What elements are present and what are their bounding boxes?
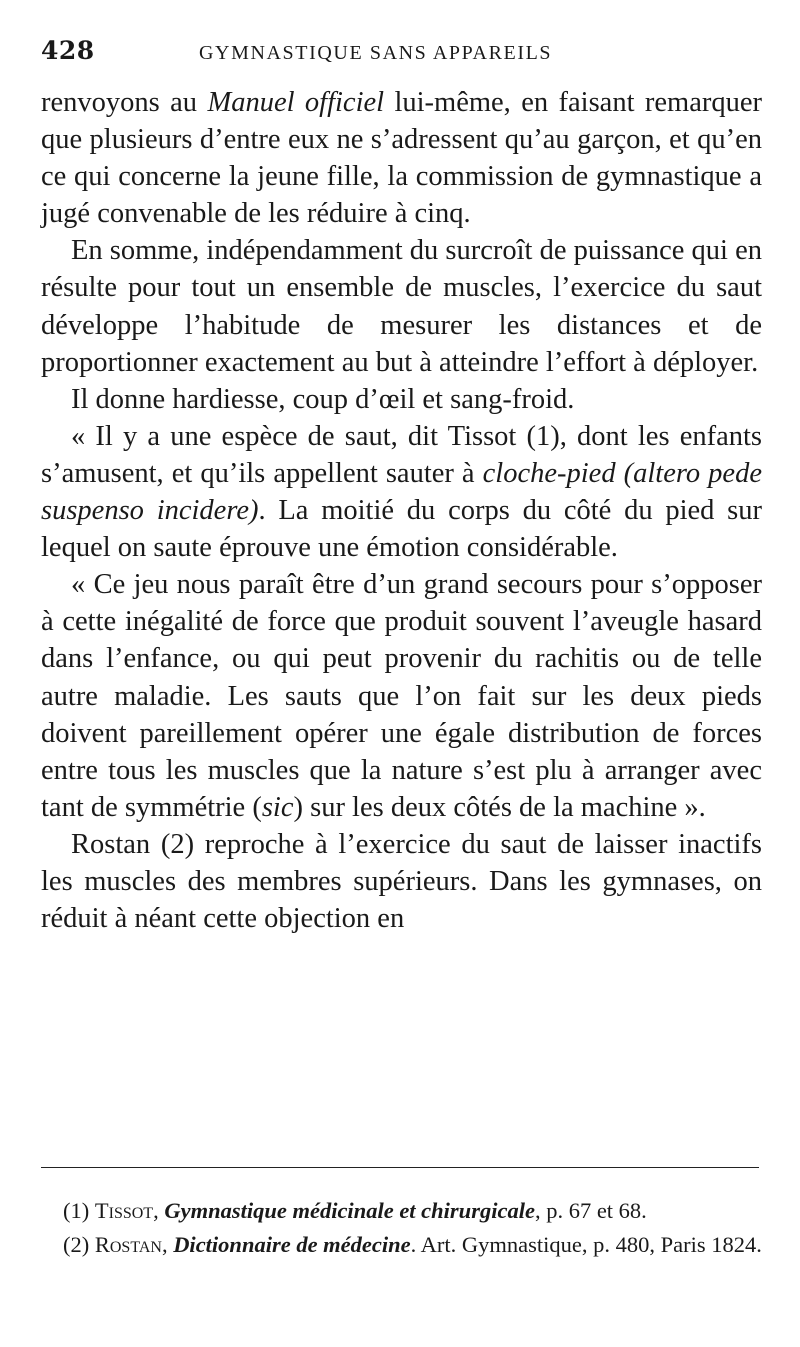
footnote-title: Dictionnaire de médecine (173, 1232, 411, 1257)
paragraph (41, 84, 762, 232)
running-head: GYMNASTIQUE SANS APPAREILS (199, 42, 553, 64)
page-number: 428 (41, 36, 95, 65)
paragraph (41, 381, 762, 418)
text-run: ) sur les deux côtés de la machine ». (293, 791, 706, 823)
text-run: En somme, indépendamment du surcroît de puissance qui en résulte pour tout un ensemble de muscles, l’exercice du saut développe l’habitude de mesurer les distances et de proportionner exactement au but à atteindre l’effort à déployer. (41, 235, 762, 378)
footnote: (1) Tissot, Gymnastique médicinale et chirurgicale, p. 67 et 68. (63, 1198, 647, 1223)
footnote-marker: (2) (63, 1232, 90, 1257)
paragraph (41, 418, 762, 566)
footnote-rule (41, 1167, 759, 1168)
footnote-author: Rostan (94, 1232, 162, 1257)
text-run: . La moitié du corps du côté du pied sur lequel on saute éprouve une émotion considérable. (41, 495, 762, 564)
italic-text: cloche-pied (altero pede suspenso incidere) (41, 457, 762, 527)
text-run: « Ce jeu nous paraît être d’un grand secours pour s’opposer à cette inégalité de force que produit souvent l’aveugle hasard dans l’enfance, ou qui peut provenir du rachitis ou de telle autre maladie. Les sauts que l’on fait sur les deux pieds doivent pareillement opérer une égale distribution de forces entre tous les muscles que la nature s’est plu à arranger avec tant de symmétrie ( (41, 569, 762, 823)
footnote-title: Gymnastique médicinale et chirurgicale (164, 1198, 535, 1223)
footnote-marker: (1) (63, 1198, 90, 1223)
italic-text: sic (261, 791, 294, 823)
page-header (41, 36, 762, 70)
paragraph (41, 232, 762, 380)
italic-text: Manuel officiel (207, 87, 385, 118)
text-run: Rostan (2) reproche à l’exercice du saut de laisser inactifs les muscles des membres supérieurs. Dans les gymnases, on réduit à néant cette objection en (41, 828, 762, 935)
footnote-rest: . Art. Gymnastique, p. 480, Paris 1824. (410, 1232, 762, 1257)
text-run: Il donne hardiesse, coup d’œil et sang-froid. (71, 383, 575, 415)
paragraph (41, 826, 762, 937)
footnote-author: Tissot (94, 1198, 154, 1223)
footnote: (2) Rostan, Dictionnaire de médecine. Art. Gymnastique, p. 480, Paris 1824. (63, 1232, 762, 1257)
footnotes (41, 1194, 762, 1262)
paragraph (41, 566, 762, 826)
text-run: renvoyons au (41, 87, 208, 118)
body-text (41, 84, 762, 937)
text-run: lui-même, en faisant remarquer que plusieurs d’entre eux ne s’adressent qu’au garçon, et qu’en ce qui concerne la jeune fille, la commission de gymnastique a jugé convenable de les réduire à cinq. (41, 87, 762, 230)
text-run: « Il y a une espèce de saut, dit Tissot (1), dont les enfants s’amusent, et qu’ils appellent sauter à (41, 420, 762, 489)
footnote-rest: , p. 67 et 68. (534, 1198, 647, 1223)
